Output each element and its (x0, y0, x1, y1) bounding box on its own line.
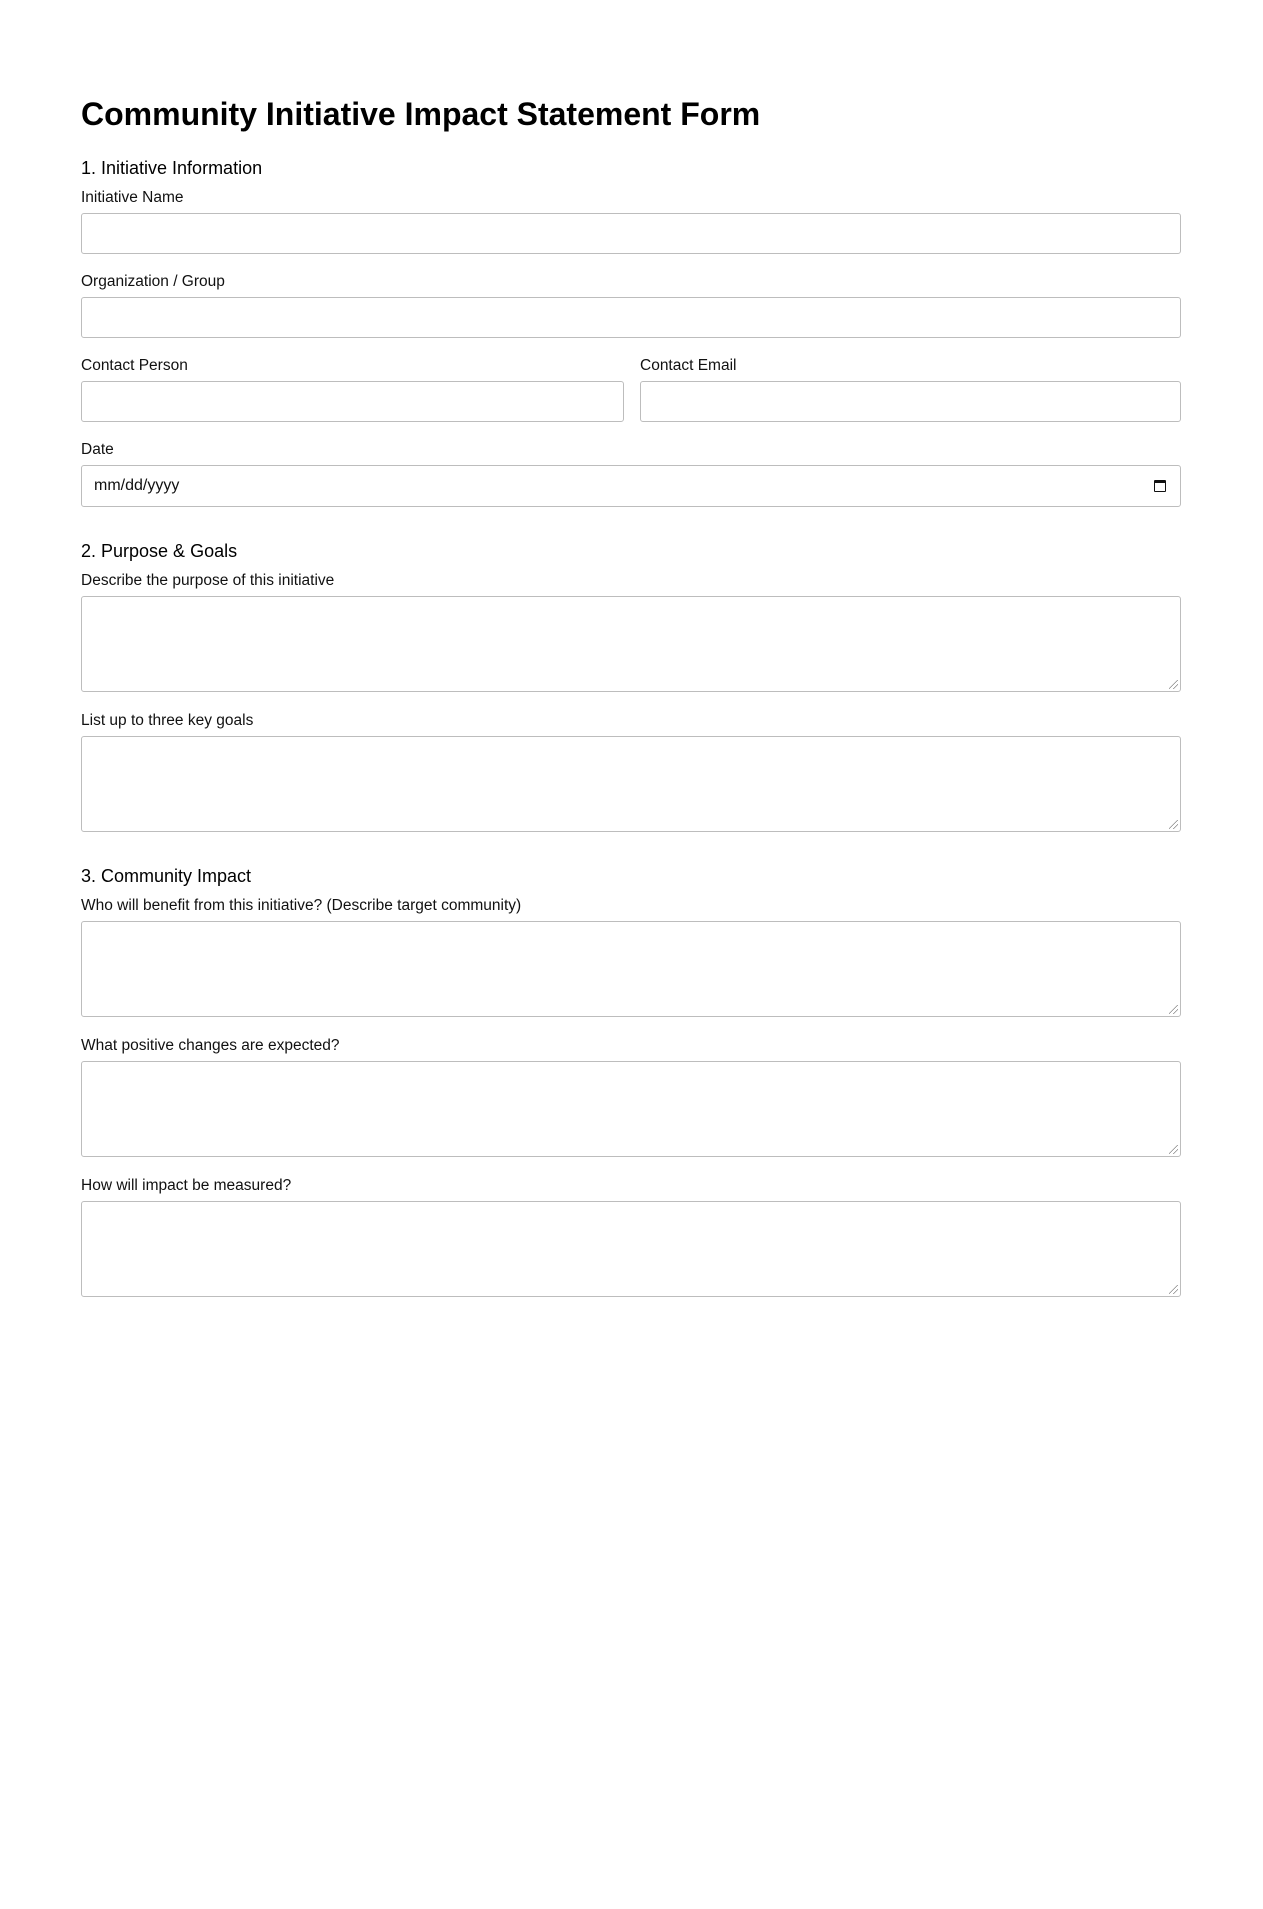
resize-grip-icon[interactable] (1169, 1145, 1178, 1154)
contact-person-input[interactable] (81, 381, 624, 422)
section-title-purpose-goals: 2. Purpose & Goals (81, 541, 238, 561)
purpose-label: Describe the purpose of this initiative (81, 572, 335, 589)
contact-email-label: Contact Email (640, 357, 737, 374)
date-label: Date (81, 441, 114, 458)
initiative-name-label: Initiative Name (81, 189, 184, 206)
impact-measurement-textarea[interactable] (81, 1201, 1181, 1297)
date-placeholder: mm/dd/yyyy (94, 477, 180, 494)
positive-changes-label: What positive changes are expected? (81, 1037, 340, 1054)
purpose-textarea[interactable] (81, 596, 1181, 692)
resize-grip-icon[interactable] (1169, 1285, 1178, 1294)
organization-group-input[interactable] (81, 297, 1181, 338)
contact-person-label: Contact Person (81, 357, 188, 374)
positive-changes-textarea[interactable] (81, 1061, 1181, 1157)
key-goals-label: List up to three key goals (81, 712, 254, 729)
organization-group-label: Organization / Group (81, 273, 225, 290)
initiative-name-input[interactable] (81, 213, 1181, 254)
key-goals-textarea[interactable] (81, 736, 1181, 832)
resize-grip-icon[interactable] (1169, 1005, 1178, 1014)
section-title-initiative-information: 1. Initiative Information (81, 158, 263, 178)
beneficiaries-label: Who will benefit from this initiative? (Describe target community) (81, 897, 522, 914)
page-title: Community Initiative Impact Statement Form (81, 96, 761, 132)
beneficiaries-textarea[interactable] (81, 921, 1181, 1017)
date-input[interactable] (81, 465, 1181, 507)
calendar-icon[interactable] (1154, 480, 1166, 492)
section-title-community-impact: 3. Community Impact (81, 866, 252, 886)
impact-measurement-label: How will impact be measured? (81, 1177, 292, 1194)
contact-email-input[interactable] (640, 381, 1181, 422)
resize-grip-icon[interactable] (1169, 680, 1178, 689)
resize-grip-icon[interactable] (1169, 820, 1178, 829)
